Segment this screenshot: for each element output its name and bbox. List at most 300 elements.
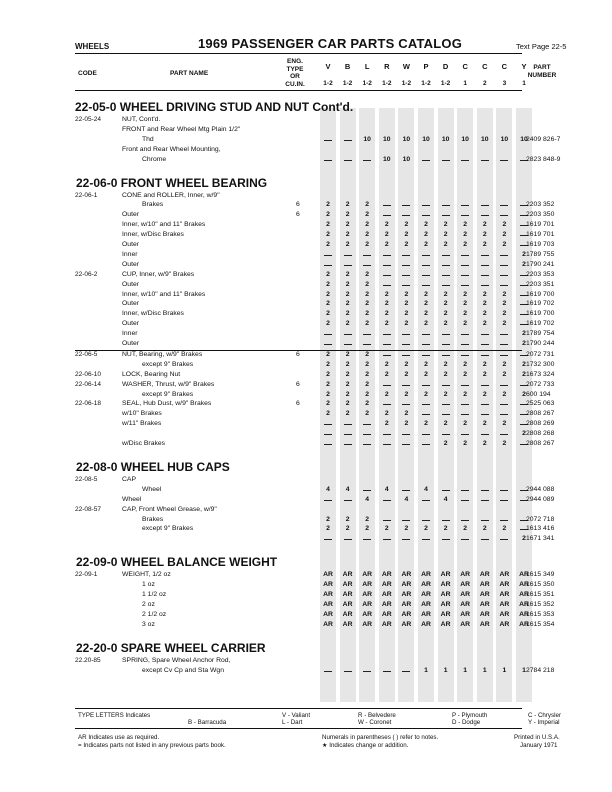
- part-number: 1790 241: [526, 260, 555, 268]
- table-row: [0, 601, 612, 611]
- part-number: 1619 700: [526, 310, 555, 318]
- not-applicable-dash: [500, 385, 508, 386]
- quantity-cell: 1: [502, 666, 507, 674]
- not-applicable-dash: [481, 385, 489, 386]
- part-code: 22-05-24: [75, 116, 102, 123]
- type-sub-heading: 1: [522, 80, 526, 87]
- quantity-cell: 4: [365, 495, 370, 503]
- quantity-cell: 2: [404, 410, 409, 418]
- quantity-cell: AR: [342, 571, 353, 579]
- column-heading-rule: [75, 90, 522, 91]
- legend-dodge: D - Dodge: [452, 719, 481, 726]
- type-letter-heading: C: [462, 62, 468, 71]
- part-description: 3 oz: [142, 620, 155, 628]
- table-row: [0, 116, 612, 126]
- quantity-cell: 2: [502, 440, 507, 447]
- quantity-cell: 2: [326, 410, 330, 418]
- quantity-cell: AR: [440, 620, 451, 628]
- quantity-cell: AR: [479, 620, 490, 628]
- not-applicable-dash: [481, 205, 489, 206]
- not-applicable-dash: [461, 500, 469, 501]
- not-applicable-dash: [422, 414, 430, 415]
- quantity-cell: 2: [404, 370, 409, 378]
- not-applicable-dash: [442, 414, 450, 415]
- not-applicable-dash: [363, 334, 371, 335]
- part-number: 1789 754: [526, 330, 555, 338]
- quantity-cell: AR: [460, 610, 471, 618]
- not-applicable-dash: [422, 205, 430, 206]
- engine-type: 6: [296, 400, 300, 408]
- quantity-cell: 2: [404, 390, 409, 398]
- not-applicable-dash: [461, 344, 469, 345]
- table-row: [0, 611, 612, 621]
- quantity-cell: AR: [362, 571, 373, 579]
- not-applicable-dash: [500, 539, 508, 540]
- quantity-cell: AR: [401, 591, 412, 598]
- part-description: SEAL, Hub Dust, w/9" Brakes: [122, 400, 212, 408]
- quantity-cell: AR: [401, 581, 412, 589]
- part-description: Outer: [122, 340, 139, 347]
- table-row: [0, 156, 612, 166]
- table-row: [0, 192, 612, 202]
- quantity-cell: 2: [424, 221, 428, 229]
- quantity-cell: 2: [326, 201, 330, 209]
- quantity-cell: 2: [404, 300, 409, 308]
- col-part-number-heading: [522, 64, 562, 79]
- quantity-cell: AR: [460, 581, 471, 589]
- quantity-cell: 2: [326, 211, 330, 219]
- quantity-cell: 2: [424, 310, 428, 318]
- not-applicable-dash: [500, 414, 508, 415]
- not-applicable-dash: [363, 434, 371, 435]
- quantity-cell: AR: [479, 581, 490, 589]
- not-applicable-dash: [500, 500, 508, 501]
- part-number: 1615 350: [526, 581, 555, 589]
- quantity-cell: 2: [326, 270, 330, 278]
- not-applicable-dash: [442, 385, 450, 386]
- table-row: [0, 381, 612, 391]
- quantity-cell: AR: [401, 610, 412, 618]
- part-number: 1732 300: [526, 360, 555, 368]
- part-description: LOCK, Bearing Nut: [122, 370, 181, 378]
- quantity-cell: AR: [421, 571, 431, 579]
- quantity-cell: 2: [384, 300, 389, 308]
- quantity-cell: 2: [443, 310, 448, 318]
- part-description: Outer: [122, 300, 139, 308]
- type-letter-heading: C: [482, 62, 488, 71]
- not-applicable-dash: [500, 275, 508, 276]
- quantity-cell: 2: [404, 221, 409, 229]
- not-applicable-dash: [344, 424, 352, 425]
- quantity-cell: 2: [384, 525, 389, 533]
- quantity-cell: AR: [401, 571, 412, 579]
- not-applicable-dash: [461, 285, 469, 286]
- quantity-cell: 2: [345, 525, 350, 533]
- quantity-cell: 2: [502, 420, 507, 428]
- quantity-cell: 2: [443, 221, 448, 229]
- quantity-cell: 2: [384, 290, 389, 298]
- quantity-cell: AR: [401, 620, 412, 628]
- not-applicable-dash: [344, 255, 352, 256]
- section-title: 22-09-0 WHEEL BALANCE WEIGHT: [76, 555, 278, 570]
- not-applicable-dash: [481, 285, 489, 286]
- quantity-cell: 2: [424, 231, 428, 239]
- quantity-cell: AR: [421, 591, 431, 598]
- quantity-cell: 2: [365, 270, 370, 278]
- quantity-cell: 2: [384, 221, 389, 229]
- quantity-cell: 1: [522, 666, 526, 674]
- table-row: [0, 146, 612, 156]
- part-description: FRONT and Rear Wheel Mtg Plain 1/2": [122, 125, 241, 133]
- quantity-cell: 2: [345, 320, 350, 328]
- quantity-cell: 10: [481, 135, 489, 143]
- table-row: [0, 281, 612, 291]
- not-applicable-dash: [422, 520, 430, 521]
- part-description: 2 1/2 oz: [142, 610, 167, 618]
- quantity-cell: AR: [421, 620, 431, 628]
- not-applicable-dash: [481, 500, 489, 501]
- part-number-heading-line: PART: [533, 64, 551, 71]
- not-applicable-dash: [422, 160, 430, 161]
- table-row: [0, 361, 612, 371]
- not-applicable-dash: [324, 444, 332, 445]
- part-description: Chrome: [142, 155, 167, 163]
- part-description: Outer: [122, 241, 139, 248]
- part-description: except 9" Brakes: [142, 390, 194, 398]
- quantity-cell: 2: [326, 320, 330, 328]
- quantity-cell: AR: [499, 591, 510, 598]
- quantity-cell: 2: [463, 310, 468, 318]
- quantity-cell: 2: [326, 515, 330, 523]
- not-applicable-dash: [422, 285, 430, 286]
- type-letter-heading: Y: [521, 62, 527, 71]
- quantity-cell: AR: [519, 581, 529, 589]
- not-applicable-dash: [442, 344, 450, 345]
- quantity-cell: 2: [463, 320, 468, 328]
- part-code: 22-06-18: [75, 400, 102, 408]
- part-description: SPRING, Spare Wheel Anchor Rod,: [122, 656, 231, 664]
- quantity-cell: 2: [326, 290, 330, 298]
- not-applicable-dash: [383, 355, 391, 356]
- quantity-cell: 4: [424, 485, 428, 493]
- table-row: [0, 476, 612, 486]
- part-description: Brakes: [142, 201, 164, 209]
- part-number: 1615 354: [526, 620, 555, 628]
- legend-imperial: Y - Imperial: [528, 719, 560, 726]
- engine-type: 6: [296, 350, 300, 358]
- part-description: except Cv Cp and Sta Wgn: [142, 666, 224, 674]
- quantity-cell: 10: [363, 135, 371, 143]
- type-letter-heading: V: [325, 62, 331, 71]
- type-sub-heading: 1: [463, 80, 467, 87]
- quantity-cell: 2: [326, 221, 330, 229]
- part-description: CAP, Front Wheel Grease, w/9": [122, 505, 217, 513]
- quantity-cell: 2: [345, 201, 350, 209]
- part-description: Inner: [122, 250, 138, 258]
- not-applicable-dash: [363, 255, 371, 256]
- part-description: CONE and ROLLER, Inner, w/9": [122, 191, 220, 199]
- not-applicable-dash: [402, 355, 410, 356]
- not-applicable-dash: [481, 434, 489, 435]
- quantity-cell: AR: [381, 581, 392, 589]
- quantity-cell: AR: [381, 610, 392, 618]
- quantity-cell: AR: [421, 610, 431, 618]
- engine-type: 6: [296, 211, 300, 219]
- quantity-cell: 2: [365, 515, 370, 523]
- not-applicable-dash: [461, 539, 469, 540]
- quantity-cell: 2: [463, 300, 468, 308]
- quantity-cell: 2: [463, 390, 468, 398]
- quantity-cell: 2: [345, 360, 350, 368]
- part-description: CAP: [122, 475, 136, 483]
- type-letter-heading: B: [344, 62, 351, 71]
- quantity-cell: 1: [443, 666, 448, 674]
- quantity-cell: 2: [345, 290, 350, 298]
- part-description: NUT, Cont'd.: [122, 116, 161, 123]
- not-applicable-dash: [344, 444, 352, 445]
- quantity-cell: 2: [345, 211, 350, 219]
- quantity-cell: 2: [502, 300, 507, 308]
- quantity-cell: 2: [482, 370, 487, 378]
- not-applicable-dash: [324, 344, 332, 345]
- quantity-cell: 2: [443, 290, 448, 298]
- quantity-cell: 2: [365, 320, 370, 328]
- not-applicable-dash: [500, 520, 508, 521]
- not-applicable-dash: [363, 424, 371, 425]
- table-row: [0, 136, 612, 146]
- note-star: ★ Indicates change or addition.: [322, 742, 409, 749]
- quantity-cell: 2: [502, 390, 507, 398]
- quantity-cell: 2: [404, 310, 409, 318]
- table-row: [0, 535, 612, 545]
- not-applicable-dash: [383, 500, 391, 501]
- quantity-cell: 2: [443, 241, 448, 248]
- section-title: 22-08-0 WHEEL HUB CAPS: [76, 459, 230, 474]
- not-applicable-dash: [402, 539, 410, 540]
- quantity-cell: 2: [384, 241, 389, 248]
- quantity-cell: AR: [323, 610, 333, 618]
- not-applicable-dash: [481, 520, 489, 521]
- part-number: 2944 089: [526, 495, 555, 503]
- part-code: 22-08-5: [75, 475, 98, 483]
- quantity-cell: 2: [404, 525, 409, 533]
- quantity-cell: AR: [479, 571, 490, 579]
- quantity-cell: AR: [479, 600, 490, 608]
- not-applicable-dash: [481, 275, 489, 276]
- quantity-cell: 2: [365, 360, 370, 368]
- not-applicable-dash: [442, 355, 450, 356]
- not-applicable-dash: [500, 215, 508, 216]
- part-number: 2808 269: [526, 420, 555, 428]
- not-applicable-dash: [422, 275, 430, 276]
- quantity-cell: 2: [326, 280, 330, 288]
- table-row: [0, 351, 612, 361]
- part-number: 2808 268: [526, 430, 555, 438]
- table-row: [0, 657, 612, 667]
- quantity-cell: AR: [440, 610, 451, 618]
- part-code: 22-06-1: [75, 191, 98, 199]
- part-description: Outer: [122, 320, 139, 328]
- quantity-cell: 2: [443, 420, 448, 428]
- not-applicable-dash: [363, 265, 371, 266]
- part-number: 2808 267: [526, 440, 555, 447]
- not-applicable-dash: [363, 539, 371, 540]
- quantity-cell: 2: [384, 360, 389, 368]
- not-applicable-dash: [402, 285, 410, 286]
- quantity-cell: 2: [384, 320, 389, 328]
- not-applicable-dash: [383, 539, 391, 540]
- quantity-cell: 4: [443, 495, 448, 503]
- not-applicable-dash: [442, 205, 450, 206]
- not-applicable-dash: [481, 414, 489, 415]
- type-sub-heading: 1-2: [342, 80, 353, 87]
- col-part-name-heading: PART NAME: [170, 70, 209, 77]
- quantity-cell: 2: [443, 300, 448, 308]
- quantity-cell: 2: [502, 525, 507, 533]
- quantity-cell: AR: [381, 600, 392, 608]
- part-number: 2823 848-9: [526, 155, 561, 163]
- part-number: 1671 341: [526, 535, 555, 543]
- not-applicable-dash: [422, 500, 430, 501]
- not-applicable-dash: [363, 671, 371, 672]
- quantity-cell: AR: [362, 600, 373, 608]
- quantity-cell: 2: [502, 290, 507, 298]
- section-title: 22-06-0 FRONT WHEEL BEARING: [76, 175, 268, 190]
- part-number: 1619 702: [526, 320, 555, 328]
- quantity-cell: 2: [463, 241, 468, 248]
- not-applicable-dash: [461, 414, 469, 415]
- quantity-cell: 2: [522, 330, 526, 338]
- quantity-cell: 2: [365, 221, 370, 229]
- not-applicable-dash: [344, 265, 352, 266]
- quantity-cell: AR: [381, 620, 392, 628]
- quantity-cell: AR: [479, 610, 490, 618]
- part-description: WEIGHT, 1/2 oz: [122, 571, 171, 579]
- not-applicable-dash: [324, 334, 332, 335]
- not-applicable-dash: [481, 539, 489, 540]
- type-letter-heading: R: [384, 62, 390, 71]
- not-applicable-dash: [422, 385, 430, 386]
- not-applicable-dash: [442, 520, 450, 521]
- quantity-cell: 1: [463, 666, 468, 674]
- quantity-cell: 10: [383, 155, 391, 163]
- part-number: 2072 731: [526, 350, 555, 358]
- part-description: Outer: [122, 260, 139, 268]
- quantity-cell: 2: [384, 310, 389, 318]
- quantity-cell: 2: [345, 270, 350, 278]
- table-row: [0, 400, 612, 410]
- table-row: [0, 310, 612, 320]
- quantity-cell: 2: [404, 231, 409, 239]
- footer-rule-top: [75, 708, 522, 709]
- not-applicable-dash: [383, 344, 391, 345]
- part-number: 2203 352: [526, 201, 555, 209]
- part-number: 2203 353: [526, 270, 555, 278]
- table-row: [0, 621, 612, 631]
- table-row: [0, 440, 612, 450]
- quantity-cell: 2: [365, 380, 370, 388]
- not-applicable-dash: [500, 205, 508, 206]
- not-applicable-dash: [461, 385, 469, 386]
- quantity-cell: 2: [345, 410, 350, 418]
- table-row: [0, 221, 612, 231]
- table-row: [0, 291, 612, 301]
- legend-belvedere: R - Belvedere: [358, 712, 396, 719]
- quantity-cell: 2: [482, 390, 487, 398]
- quantity-cell: AR: [323, 571, 333, 579]
- part-description: Inner, w/Disc Brakes: [122, 310, 184, 318]
- quantity-cell: 10: [422, 135, 430, 143]
- quantity-cell: AR: [323, 600, 333, 608]
- not-applicable-dash: [461, 490, 469, 491]
- part-number: 2784 218: [526, 666, 555, 674]
- quantity-cell: 2: [424, 370, 428, 378]
- quantity-cell: 2: [502, 370, 507, 378]
- quantity-cell: 10: [461, 135, 469, 143]
- part-number: 2525 063: [526, 400, 555, 408]
- not-applicable-dash: [344, 344, 352, 345]
- part-code: 22-08-57: [75, 505, 102, 513]
- quantity-cell: AR: [499, 620, 510, 628]
- not-applicable-dash: [383, 215, 391, 216]
- not-applicable-dash: [500, 334, 508, 335]
- not-applicable-dash: [500, 285, 508, 286]
- not-applicable-dash: [383, 205, 391, 206]
- not-applicable-dash: [442, 539, 450, 540]
- not-applicable-dash: [383, 275, 391, 276]
- quantity-cell: 10: [383, 135, 391, 143]
- quantity-cell: 2: [326, 350, 330, 358]
- not-applicable-dash: [461, 275, 469, 276]
- part-code: 22-06-2: [75, 270, 98, 278]
- quantity-cell: 2: [384, 390, 389, 398]
- not-applicable-dash: [324, 434, 332, 435]
- eng-heading-line: TYPE: [286, 65, 304, 73]
- quantity-cell: AR: [421, 581, 431, 589]
- type-sub-heading: 1-2: [323, 80, 333, 87]
- quantity-cell: 10: [441, 135, 450, 143]
- not-applicable-dash: [481, 344, 489, 345]
- quantity-cell: 2: [522, 430, 526, 438]
- part-description: w/Disc Brakes: [122, 440, 166, 447]
- print-date: January 1971: [520, 742, 558, 749]
- type-letter-heading: W: [402, 62, 410, 71]
- type-sub-heading: 3: [502, 80, 507, 87]
- not-applicable-dash: [461, 215, 469, 216]
- not-applicable-dash: [383, 265, 391, 266]
- not-applicable-dash: [481, 255, 489, 256]
- not-applicable-dash: [402, 520, 410, 521]
- part-description: Inner, w/10" and 11" Brakes: [122, 221, 206, 229]
- table-row: [0, 261, 612, 271]
- table-row: [0, 201, 612, 211]
- quantity-cell: 2: [345, 241, 350, 248]
- quantity-cell: AR: [440, 600, 451, 608]
- quantity-cell: 1: [482, 666, 487, 674]
- not-applicable-dash: [344, 160, 352, 161]
- part-description: 2 oz: [142, 600, 155, 608]
- table-row: [0, 486, 612, 496]
- quantity-cell: 2: [502, 231, 507, 239]
- part-description: WASHER, Thrust, w/9" Brakes: [122, 380, 215, 388]
- part-number: 2944 088: [526, 485, 555, 493]
- quantity-cell: 2: [424, 241, 428, 248]
- not-applicable-dash: [481, 334, 489, 335]
- type-letters-label: TYPE LETTERS Indicates: [78, 712, 151, 719]
- quantity-cell: AR: [323, 591, 333, 598]
- not-applicable-dash: [461, 520, 469, 521]
- quantity-cell: 2: [326, 241, 330, 248]
